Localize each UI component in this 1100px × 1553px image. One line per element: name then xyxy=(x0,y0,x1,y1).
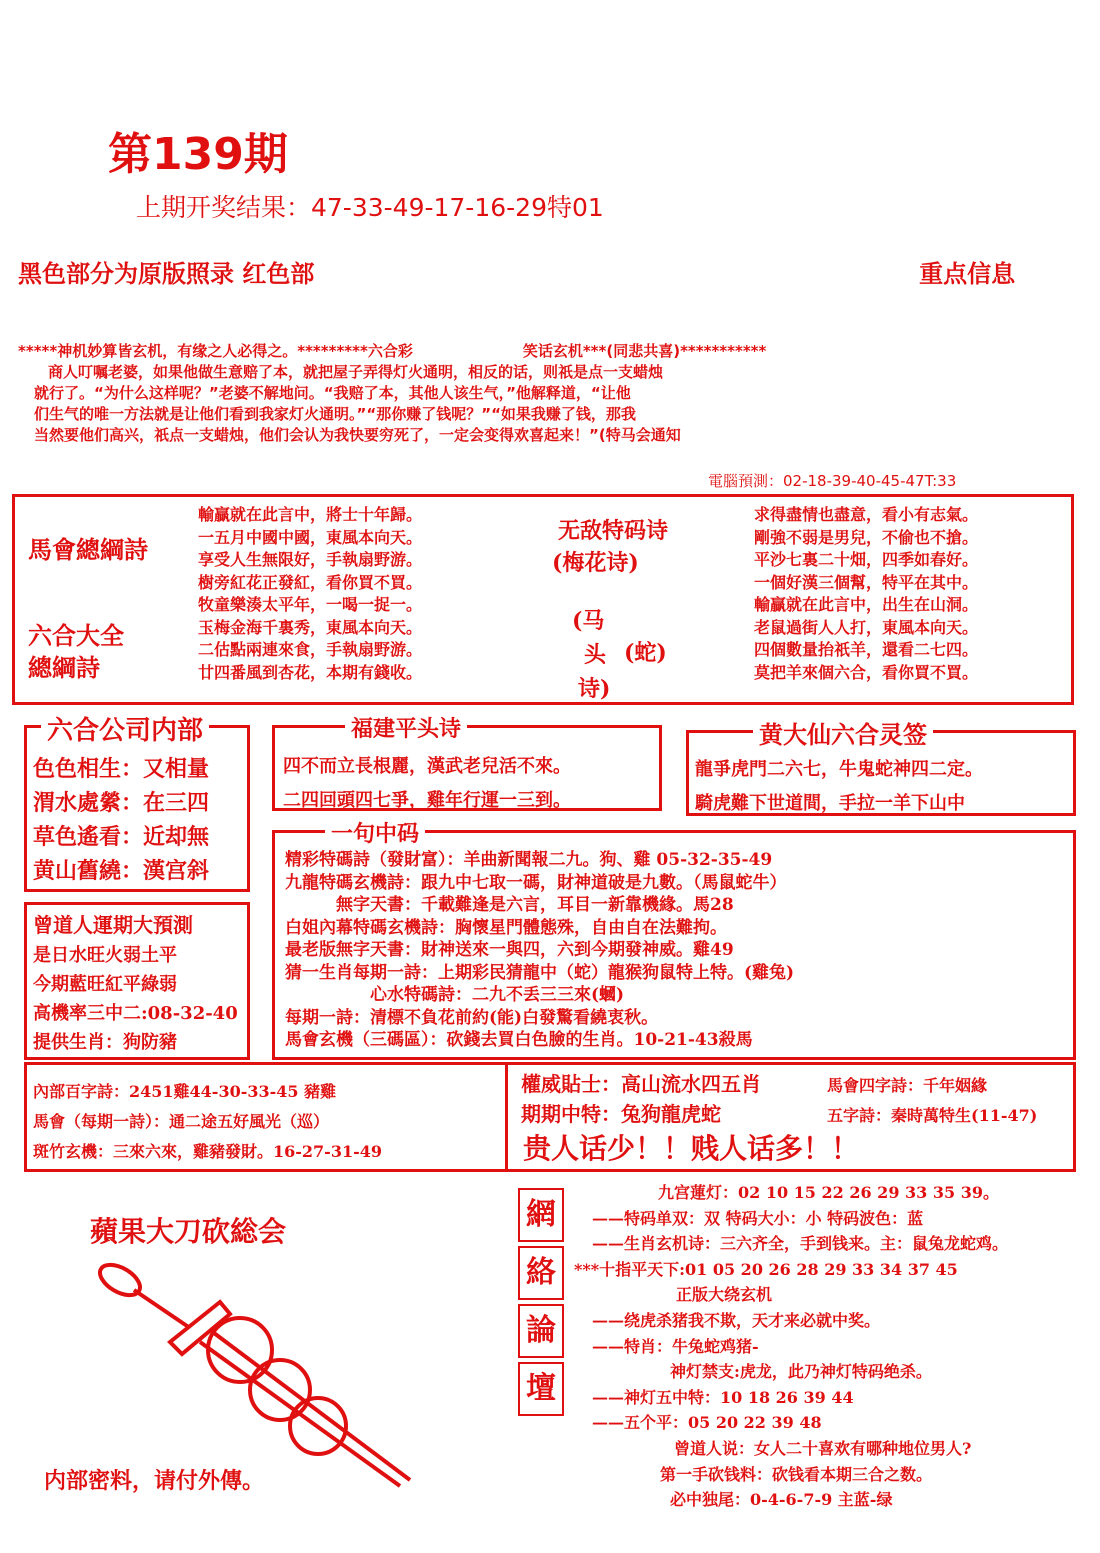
forum-line: ——特肖：牛兔蛇鸡猪- xyxy=(592,1336,759,1356)
poem-line: 剛強不弱是男兒，不偷也不搶。 xyxy=(754,527,979,547)
forum-line: 必中独尾：0-4-6-7-9 主蓝-绿 xyxy=(670,1490,893,1510)
joke-title-left: *****神机妙算皆玄机，有缘之人必得之。*********六合彩 xyxy=(18,342,413,360)
box-fujian-body xyxy=(283,750,571,818)
tips-divider xyxy=(505,1065,508,1169)
sentence-line: 白姐內幕特碼玄機詩：胸懷星門體態殊，自由自在法難拘。 xyxy=(285,917,727,938)
box-zengdaoren-body xyxy=(33,941,238,1057)
sword-icon xyxy=(90,1250,430,1490)
poem-left xyxy=(198,504,422,684)
joke-line: 们生气的唯一方法就是让他们看到我家灯火通明。”“那你赚了钱呢？”“如果我赚了钱，那我 xyxy=(34,405,636,423)
box-tips xyxy=(24,1062,1076,1172)
sentence-line: 九龍特碼玄機詩：跟九中七取一碼，財神道破是九數。（馬鼠蛇牛） xyxy=(285,872,787,893)
mid-subtitle: (梅花诗) xyxy=(552,550,639,576)
poem-line: 輸贏就在此言中，將士十年歸。 xyxy=(198,505,423,524)
label-mahui: 馬會總綱詩 xyxy=(28,535,148,564)
apple-footer: 内部密料，请付外傳。 xyxy=(44,1468,265,1494)
tips-left-line: 馬會（每期一詩）：通二途五好風光（巡） xyxy=(33,1112,330,1131)
box-company-title: 六合公司内部 xyxy=(41,710,209,747)
poem-line: 廿四番風到杏花，本期有錢收。 xyxy=(198,662,423,682)
tips-left xyxy=(33,1077,382,1167)
note-right: 重点信息 xyxy=(919,260,1016,288)
joke-title xyxy=(18,340,766,361)
poem-line: 輸贏就在此言中，出生在山洞。 xyxy=(754,595,979,614)
forum-line: ——生肖玄机诗：三六齐全，手到钱来。主：鼠兔龙蛇鸡。 xyxy=(592,1234,1009,1254)
forum-line: 九宫蓮灯：02 10 15 22 26 29 33 35 39。 xyxy=(658,1183,999,1202)
sentence-line: 精彩特碼詩（發財富）：羊曲新聞報二九。狗、雞 05-32-35-49 xyxy=(285,850,773,870)
label-liuhe xyxy=(28,620,124,684)
joke-body xyxy=(34,362,1079,446)
zengdaoren-line: 提供生肖：狗防豬 xyxy=(33,1032,177,1053)
poem-line: 平沙七裏二十畑，四季如春好。 xyxy=(754,550,979,569)
computer-prediction: 電腦預測：02-18-39-40-45-47T:33 xyxy=(708,472,957,490)
box-company-body xyxy=(33,752,209,888)
sentence-line: 最老版無字天書：財神送來一與四，六到今期發神威。雞49 xyxy=(285,940,734,960)
poem-section-bottom-border xyxy=(12,702,1074,705)
company-line: 黄山舊繞：漢宫斜 xyxy=(33,858,210,884)
mid-shi: 诗) xyxy=(578,676,611,702)
tips-mid-line: 權威貼士：高山流水四五肖 xyxy=(521,1072,761,1096)
forum-vertical-title xyxy=(518,1188,564,1420)
company-line: 渭水處縈：在三四 xyxy=(33,790,210,816)
label-liuhe-line2: 總綱詩 xyxy=(28,653,100,682)
color-note xyxy=(18,254,1015,289)
tips-right-line: 馬會四字詩：千年姻緣 xyxy=(827,1076,988,1095)
poem-line: 二估點兩連來食，手執扇野游。 xyxy=(198,640,423,659)
box-wongtaisin-body xyxy=(695,753,983,814)
box-wongtaisin xyxy=(686,720,1076,816)
poem-section-right-border xyxy=(1071,496,1074,704)
label-liuhe-line1: 六合大全 xyxy=(28,621,124,650)
joke-title-right: 笑话玄机***(同悲共喜)*********** xyxy=(522,342,767,360)
poem-line: 一個好漢三個幫，特平在其中。 xyxy=(754,572,979,592)
mid-ma: (马 xyxy=(572,608,605,634)
mid-she: (蛇) xyxy=(624,640,667,666)
sentence-line: 無字天書：千載難逢是六言，耳目一新靠機緣。馬28 xyxy=(285,895,734,915)
poem-section-left-border xyxy=(12,496,15,704)
poem-line: 玉梅金海千裏秀，東風本向天。 xyxy=(198,617,423,637)
forum-body xyxy=(574,1180,1008,1513)
tips-mid xyxy=(521,1069,761,1129)
forum-line: ——神灯五中特：10 18 26 39 44 xyxy=(592,1387,854,1407)
tips-left-line: 斑竹玄機：三來六來，雞豬發財。16-27-31-49 xyxy=(33,1142,382,1161)
box-company xyxy=(24,716,250,892)
tips-right xyxy=(827,1071,1037,1131)
box-fujian-title: 福建平头诗 xyxy=(345,712,467,743)
poem-line: 老鼠過街人人打，東風本向天。 xyxy=(754,617,979,637)
apple-title: 蘋果大刀砍総会 xyxy=(90,1215,287,1248)
note-left: 黑色部分为原版照录 红色部 xyxy=(18,260,315,288)
zengdaoren-line: 是日水旺火弱土平 xyxy=(33,945,177,966)
sentence-line: 馬會玄機（三碼區）：砍錢去買白色臉的生肖。10-21-43殺馬 xyxy=(285,1030,753,1050)
poem-right xyxy=(754,504,978,684)
sentence-line: 心水特碼詩：二九不丢三三來(蟈) xyxy=(285,985,625,1005)
box-one-sentence xyxy=(272,821,1076,1060)
tips-mid-line: 期期中特：兔狗龍虎蛇 xyxy=(521,1102,721,1126)
mid-tou: 头 xyxy=(584,642,607,668)
box-fujian xyxy=(272,716,662,811)
issue-number: 第139期 xyxy=(108,129,288,180)
wongtaisin-line: 騎虎難下世道間，手拉一羊下山中 xyxy=(695,793,965,814)
sentence-line: 每期一詩：清標不負花前約(能)白發驚看繞衷秋。 xyxy=(285,1007,659,1028)
forum-title-char: 網 xyxy=(518,1188,564,1242)
tips-right-line: 五字詩：秦時萬特生(11-47) xyxy=(827,1106,1038,1125)
forum-title-char: 論 xyxy=(518,1304,564,1358)
poem-line: 牧童樂湊太平年，一喝一捉一。 xyxy=(198,595,423,614)
forum-title-char: 壇 xyxy=(518,1362,564,1416)
forum-line: 正版大绕玄机 xyxy=(676,1285,773,1305)
box-zengdaoren-title: 曾道人運期大預測 xyxy=(33,913,193,937)
zengdaoren-line: 高機率三中二:08-32-40 xyxy=(33,1003,238,1024)
poem-line: 四個數量抬祇羊，還看二七四。 xyxy=(754,640,979,659)
zengdaoren-line: 今期藍旺紅平綠弱 xyxy=(33,974,177,995)
forum-line: ——绕虎杀猪我不欺，天才来必就中奖。 xyxy=(592,1310,881,1330)
fujian-line: 四不而立長根麗，漢武老兒活不來。 xyxy=(283,756,571,777)
box-wongtaisin-title: 黄大仙六合灵签 xyxy=(753,715,933,750)
forum-line: 神灯禁支:虎龙，此乃神灯特码绝杀。 xyxy=(670,1362,932,1382)
company-line: 色色相生：又相量 xyxy=(33,756,210,782)
forum-line: ——特码单双：双 特码大小：小 特码波色：蓝 xyxy=(592,1208,924,1228)
forum-line: 第一手砍钱料：砍钱看本期三合之数。 xyxy=(660,1464,933,1484)
company-line: 草色遙看：近却無 xyxy=(33,824,210,850)
poem-line: 求得盡情也盡意，看小有志氣。 xyxy=(754,505,979,524)
last-result: 上期开奖结果：47-33-49-17-16-29特01 xyxy=(136,193,604,222)
poem-line: 一五月中國中國，東風本向天。 xyxy=(198,527,423,547)
mid-title: 无敌特码诗 xyxy=(558,518,669,544)
forum-line: 曾道人说：女人二十喜欢有哪种地位男人? xyxy=(674,1438,972,1458)
joke-line: 就行了。“为什么这样呢？”老婆不解地问。“我赔了本，其他人该生气，”他解释道，“让他 xyxy=(34,384,631,402)
poem-line: 樹旁紅花正發紅，看你買不買。 xyxy=(198,572,423,592)
joke-line: 当然要他们高兴，祇点一支蜡烛，他们会认为我快要穷死了，一定会变得欢喜起来！”(特马会通知 xyxy=(34,426,681,444)
forum-title-char: 絡 xyxy=(518,1246,564,1300)
box-one-sentence-title: 一句中码 xyxy=(325,817,425,848)
sentence-line: 猜一生肖每期一詩：上期彩民猜龍中（蛇）龍猴狗鼠特上特。(雞兔) xyxy=(285,962,795,983)
forum-line: ——五个平：05 20 22 39 48 xyxy=(592,1413,822,1433)
box-one-sentence-body xyxy=(285,849,794,1052)
tips-left-line: 內部百字詩：2451雞44-30-33-45 豬雞 xyxy=(33,1082,337,1101)
poem-line: 享受人生無限好，手執扇野游。 xyxy=(198,550,423,569)
forum-line: ***十指平天下:01 05 20 26 28 29 33 34 37 45 xyxy=(574,1259,958,1279)
wongtaisin-line: 龍爭虎門二六七，牛鬼蛇神四二定。 xyxy=(695,759,983,780)
box-zengdaoren xyxy=(24,902,250,1060)
tips-slogan: 贵人话少！！贱人话多！！ xyxy=(523,1132,860,1165)
poem-section xyxy=(12,496,1074,704)
poem-line: 莫把羊來個六合，看你買不買。 xyxy=(754,662,979,682)
fujian-line: 二四回頭四七爭，雞年行運一三到。 xyxy=(283,790,571,811)
joke-line: 商人叮嘱老婆，如果他做生意赔了本，就把屋子弄得灯火通明，相反的话，则祇是点一支蜡烛 xyxy=(48,363,664,381)
